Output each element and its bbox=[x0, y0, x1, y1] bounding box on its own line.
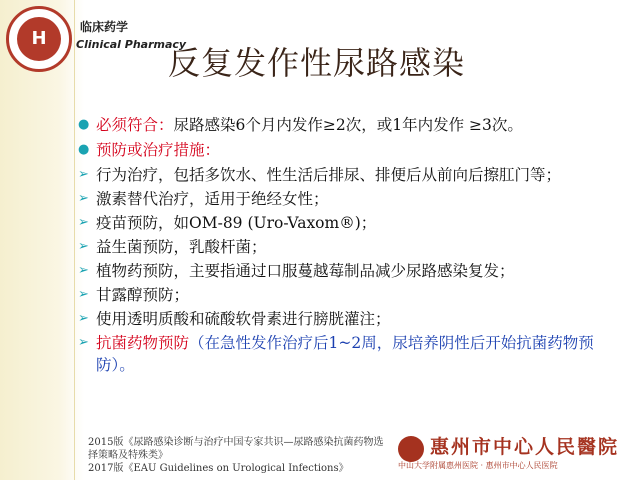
hospital-name: 惠州市中心人民醫院 bbox=[430, 436, 620, 458]
arrow-bullet-icon: ➢ bbox=[78, 239, 89, 254]
list-item-text: 植物药预防，主要指通过口服蔓越莓制品减少尿路感染复发； bbox=[96, 262, 515, 280]
must-label: 必须符合： bbox=[96, 116, 174, 134]
clinical-pharmacy-en: Clinical Pharmacy bbox=[76, 38, 187, 51]
list-item-text: 使用透明质酸和硫酸软骨素进行膀胱灌注； bbox=[96, 310, 391, 328]
measures-heading-row bbox=[74, 139, 630, 161]
list-item bbox=[74, 284, 630, 306]
arrow-bullet-icon: ➢ bbox=[78, 215, 89, 230]
references bbox=[88, 436, 388, 475]
list-item bbox=[74, 236, 630, 258]
hospital-subtitle: 中山大学附属惠州医院 · 惠州市中心人民医院 bbox=[398, 461, 558, 470]
arrow-bullet-icon: ➢ bbox=[78, 311, 89, 326]
list-item bbox=[74, 212, 630, 234]
must-criteria bbox=[74, 114, 630, 136]
list-item bbox=[74, 260, 630, 282]
logo-glyph: H bbox=[17, 17, 61, 61]
measures-heading: 预防或治疗措施： bbox=[96, 141, 221, 159]
arrow-bullet-icon: ➢ bbox=[78, 167, 89, 182]
dot-bullet-icon: ● bbox=[78, 142, 90, 157]
must-text: 尿路感染6个月内发作≥2次，或1年内发作 ≥3次。 bbox=[173, 116, 523, 134]
clinical-pharmacy-cn: 临床药学 bbox=[80, 20, 129, 34]
list-item-text: 益生菌预防，乳酸杆菌； bbox=[96, 238, 267, 256]
list-item bbox=[74, 188, 630, 210]
arrow-bullet-icon: ➢ bbox=[78, 191, 89, 206]
slide-title: 反复发作性尿路感染 bbox=[168, 44, 466, 82]
arrow-bullet-icon: ➢ bbox=[78, 287, 89, 302]
hospital-emblem-icon bbox=[398, 436, 424, 462]
arrow-bullet-icon: ➢ bbox=[78, 335, 89, 350]
hospital-seal-logo bbox=[6, 6, 72, 72]
slide-content bbox=[74, 114, 630, 378]
arrow-bullet-icon: ➢ bbox=[78, 263, 89, 278]
list-item-antibiotic bbox=[74, 332, 630, 376]
list-item-text: 激素替代治疗，适用于绝经女性； bbox=[96, 190, 329, 208]
dot-bullet-icon: ● bbox=[78, 117, 90, 132]
reference-line: 2015版《尿路感染诊断与治疗中国专家共识—尿路感染抗菌药物选择策略及特殊类》 bbox=[88, 437, 384, 461]
left-decorative-band bbox=[0, 0, 84, 480]
reference-line: 2017版《EAU Guidelines on Urological Infections》 bbox=[88, 463, 349, 474]
antibiotic-text: （在急性发作治疗后1~2周，尿培养阴性后开始抗菌药物预防）。 bbox=[96, 334, 594, 374]
list-item bbox=[74, 164, 630, 186]
list-item-text: 甘露醇预防； bbox=[96, 286, 190, 304]
list-item-text: 疫苗预防，如OM-89 (Uro-Vaxom®)； bbox=[96, 214, 377, 232]
list-item-text: 行为治疗，包括多饮水、性生活后排尿、排便后从前向后擦肛门等； bbox=[96, 166, 562, 184]
list-item bbox=[74, 308, 630, 330]
antibiotic-label: 抗菌药物预防 bbox=[96, 334, 190, 352]
